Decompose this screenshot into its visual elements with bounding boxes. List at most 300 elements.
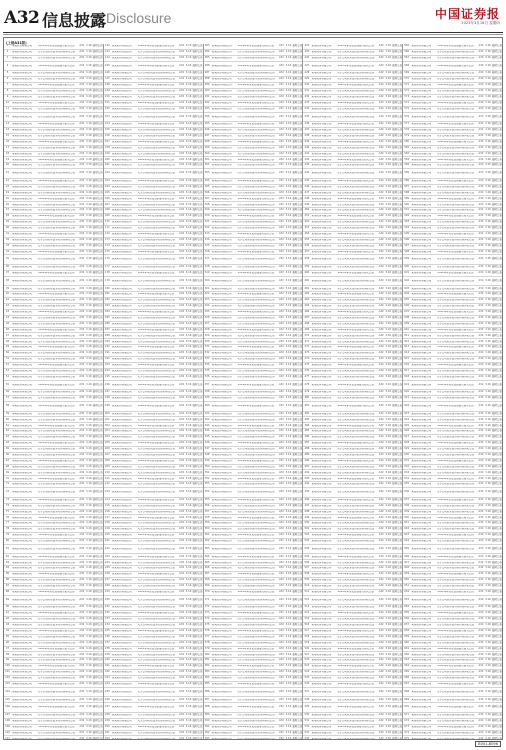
row-number: 144 bbox=[104, 55, 110, 59]
date: 3.16 bbox=[185, 214, 192, 218]
date: 3.16 bbox=[86, 208, 92, 212]
announcement-title: 关于公司股东部分股份质押的公告 bbox=[37, 107, 76, 110]
announcement-type: 临时公告 bbox=[392, 533, 403, 537]
announcement-type: 临时公告 bbox=[292, 77, 303, 81]
row-number: 52 bbox=[5, 363, 10, 367]
row-number: 318 bbox=[204, 265, 210, 269]
announcement-type: 临时公告 bbox=[392, 163, 403, 167]
date: 3.16 bbox=[385, 94, 391, 98]
announcement-title: 2022年年度报告摘要及相关公告 bbox=[237, 498, 275, 501]
announcement-type: 临时公告 bbox=[392, 128, 403, 132]
page-ref: A32 bbox=[179, 417, 185, 421]
date: 3.16 bbox=[86, 689, 92, 693]
company-name: 某某股份有限公司 bbox=[12, 491, 33, 494]
row-number: 640 bbox=[404, 515, 410, 519]
date: 3.16 bbox=[485, 597, 491, 601]
date: 3.16 bbox=[385, 390, 391, 394]
announcement-title: 关于公司股东部分股份质押的公告 bbox=[137, 266, 175, 269]
date: 3.16 bbox=[86, 560, 92, 564]
page-ref: A32 bbox=[179, 509, 185, 513]
page-ref: A32 bbox=[378, 315, 384, 319]
announcement-type: 临时公告 bbox=[491, 114, 502, 118]
page-ref: A32 bbox=[478, 423, 484, 427]
announcement-title: 2022年年度报告摘要及相关公告 bbox=[138, 328, 175, 331]
page-ref: A32 bbox=[378, 83, 384, 87]
date: 3.16 bbox=[485, 100, 491, 104]
company-name: 某某股份有限公司 bbox=[111, 215, 132, 218]
row-number: 352 bbox=[204, 476, 210, 480]
page-ref: A32 bbox=[378, 482, 384, 486]
announcement-type: 临时公告 bbox=[192, 712, 203, 716]
date: 3.16 bbox=[185, 71, 192, 75]
company-name: 某某股份有限公司 bbox=[211, 115, 232, 118]
page-ref: A32 bbox=[478, 89, 484, 93]
row-number: 380 bbox=[204, 652, 210, 656]
row-number: 18 bbox=[5, 151, 10, 155]
row-number: 433 bbox=[304, 100, 310, 104]
date: 3.16 bbox=[86, 128, 92, 132]
row-number: 187 bbox=[104, 327, 110, 331]
company-name: 某某股份有限公司 bbox=[12, 185, 33, 188]
announcement-type: 临时公告 bbox=[192, 50, 203, 54]
page-ref: A32 bbox=[79, 106, 85, 110]
announcement-title: 关于公司股东部分股份质押的公告 bbox=[436, 483, 475, 486]
page-ref: A32 bbox=[478, 730, 484, 734]
row-number: 521 bbox=[304, 652, 310, 656]
announcement-title: 2022年年度报告摘要及相关公告 bbox=[337, 64, 374, 67]
date: 3.16 bbox=[285, 497, 292, 501]
date: 3.16 bbox=[185, 83, 192, 87]
date: 3.16 bbox=[86, 490, 92, 494]
announcement-title: 关于公司股东部分股份质押的公告 bbox=[436, 287, 475, 290]
announcement-title: 关于公司股东部分股份质押的公告 bbox=[436, 135, 475, 138]
page-ref: A32 bbox=[378, 163, 384, 167]
page-ref: A32 bbox=[179, 589, 185, 593]
date: 3.16 bbox=[285, 278, 292, 282]
announcement-type: 临时公告 bbox=[491, 128, 502, 132]
company-name: 某某股份有限公司 bbox=[12, 510, 33, 513]
row-number: 385 bbox=[204, 682, 210, 686]
page-ref: A32 bbox=[378, 271, 384, 275]
page-ref: A32 bbox=[79, 310, 85, 314]
date: 3.16 bbox=[86, 658, 92, 662]
announcement-title: 2022年年度报告摘要及相关公告 bbox=[138, 272, 175, 275]
row-number: 424 bbox=[304, 44, 310, 48]
announcement-type: 临时公告 bbox=[292, 676, 303, 680]
announcement-type: 临时公告 bbox=[491, 390, 502, 394]
date: 3.16 bbox=[185, 476, 192, 480]
date: 3.16 bbox=[385, 310, 391, 314]
announcement-type: 临时公告 bbox=[192, 390, 203, 394]
company-name: 某某股份有限公司 bbox=[111, 146, 132, 149]
company-name: 某某股份有限公司 bbox=[411, 665, 432, 668]
row-number: 574 bbox=[404, 100, 410, 104]
company-name: 某某股份有限公司 bbox=[211, 635, 232, 638]
company-name: 某某股份有限公司 bbox=[211, 158, 232, 161]
page-ref: A32 bbox=[278, 368, 284, 372]
date: 3.16 bbox=[385, 640, 391, 644]
row-number: 248 bbox=[104, 712, 110, 716]
date: 3.16 bbox=[86, 286, 92, 290]
announcement-title: 关于公司股东部分股份质押的公告 bbox=[436, 221, 475, 224]
announcement-title: 关于公司股东部分股份质押的公告 bbox=[436, 397, 475, 400]
announcement-type: 临时公告 bbox=[92, 134, 103, 138]
date: 3.16 bbox=[485, 435, 491, 439]
announcement-type: 临时公告 bbox=[392, 566, 403, 570]
page-ref: A32 bbox=[79, 151, 85, 155]
page-ref: A32 bbox=[478, 497, 484, 501]
row-number: 344 bbox=[204, 429, 210, 433]
company-name: 某某股份有限公司 bbox=[411, 203, 432, 206]
announcement-title: 关于公司股东部分股份质押的公告 bbox=[37, 465, 76, 468]
page-ref: A32 bbox=[278, 423, 284, 427]
date: 3.16 bbox=[385, 265, 391, 269]
company-name: 某某股份有限公司 bbox=[211, 713, 232, 716]
date: 3.16 bbox=[285, 515, 292, 519]
row-number: 60 bbox=[5, 417, 10, 421]
date: 3.16 bbox=[385, 100, 391, 104]
date: 3.16 bbox=[485, 664, 491, 668]
announcement-type: 临时公告 bbox=[392, 243, 403, 247]
date: 3.16 bbox=[285, 363, 292, 367]
announcement-type: 临时公告 bbox=[392, 265, 403, 269]
page-ref: A32 bbox=[79, 578, 85, 582]
row-number: 532 bbox=[304, 724, 310, 728]
row-number: 226 bbox=[104, 572, 110, 576]
row-number: 664 bbox=[404, 664, 410, 668]
announcement-type: 临时公告 bbox=[292, 429, 303, 433]
page-ref: A32 bbox=[478, 533, 484, 537]
row-number: 622 bbox=[404, 403, 410, 407]
announcement-title: 关于公司股东部分股份质押的公告 bbox=[137, 483, 175, 486]
announcement-type: 临时公告 bbox=[92, 689, 103, 693]
announcement-title: 关于公司股东部分股份质押的公告 bbox=[37, 164, 76, 167]
announcement-type: 临时公告 bbox=[392, 539, 403, 543]
row-number: 304 bbox=[204, 178, 210, 182]
announcement-type: 临时公告 bbox=[192, 482, 203, 486]
announcement-title: 2022年年度报告摘要及相关公告 bbox=[337, 683, 374, 686]
date: 3.16 bbox=[185, 423, 192, 427]
row-number: 173 bbox=[104, 237, 110, 241]
row-number: 362 bbox=[204, 539, 210, 543]
announcement-title: 关于公司股东部分股份质押的公告 bbox=[436, 152, 475, 155]
page-ref: A32 bbox=[278, 178, 284, 182]
announcement-type: 临时公告 bbox=[392, 184, 403, 188]
date: 3.16 bbox=[385, 560, 391, 564]
date: 3.16 bbox=[185, 298, 192, 302]
company-name: 某某股份有限公司 bbox=[111, 293, 132, 296]
row-number: 206 bbox=[104, 447, 110, 451]
announcement-title: 关于公司股东部分股份质押的公告 bbox=[237, 90, 275, 93]
announcement-type: 临时公告 bbox=[491, 382, 502, 386]
company-name: 某某股份有限公司 bbox=[311, 244, 332, 247]
company-name: 某某股份有限公司 bbox=[211, 516, 232, 519]
row-number: 198 bbox=[104, 396, 110, 400]
company-name: 某某股份有限公司 bbox=[12, 227, 33, 230]
announcement-title: 2022年年度报告摘要及相关公告 bbox=[437, 383, 474, 386]
announcement-type: 临时公告 bbox=[292, 265, 303, 269]
announcement-title: 2022年年度报告摘要及相关公告 bbox=[237, 665, 275, 668]
page-ref: A32 bbox=[478, 368, 484, 372]
announcement-title: 关于公司股东部分股份质押的公告 bbox=[436, 51, 475, 54]
row-number: 307 bbox=[204, 196, 210, 200]
page-ref: A32 bbox=[478, 292, 484, 296]
announcement-title: 关于公司股东部分股份质押的公告 bbox=[337, 659, 375, 662]
announcement-type: 临时公告 bbox=[392, 676, 403, 680]
row-number: 56 bbox=[5, 390, 10, 394]
page-ref: A32 bbox=[278, 490, 284, 494]
announcement-type: 临时公告 bbox=[491, 231, 502, 235]
announcement-type: 临时公告 bbox=[192, 163, 203, 167]
company-name: 某某股份有限公司 bbox=[311, 146, 332, 149]
row-number: 315 bbox=[204, 243, 210, 247]
page-ref: A32 bbox=[478, 464, 484, 468]
date: 3.16 bbox=[385, 411, 391, 415]
date: 3.16 bbox=[385, 71, 391, 75]
announcement-type: 临时公告 bbox=[92, 315, 103, 319]
announcement-title: 关于公司股东部分股份质押的公告 bbox=[337, 567, 375, 570]
row-number: 295 bbox=[204, 122, 210, 126]
page-ref: A32 bbox=[478, 208, 484, 212]
announcement-title: 关于公司股东部分股份质押的公告 bbox=[436, 107, 475, 110]
row-number: 238 bbox=[104, 646, 110, 650]
announcement-type: 临时公告 bbox=[491, 423, 502, 427]
company-name: 某某股份有限公司 bbox=[111, 510, 132, 513]
date: 3.16 bbox=[285, 196, 292, 200]
row-number: 444 bbox=[304, 171, 310, 175]
company-name: 某某股份有限公司 bbox=[411, 671, 432, 674]
company-name: 某某股份有限公司 bbox=[411, 630, 432, 632]
row-number: 186 bbox=[104, 321, 110, 325]
row-number: 333 bbox=[204, 357, 210, 361]
announcement-title: 2022年年度报告摘要及相关公告 bbox=[337, 442, 374, 445]
announcement-title: 关于公司股东部分股份质押的公告 bbox=[137, 598, 175, 601]
announcement-type: 临时公告 bbox=[92, 646, 103, 650]
announcement-title: 2022年年度报告摘要及相关公告 bbox=[138, 404, 175, 407]
page-ref: A32 bbox=[179, 83, 185, 87]
announcement-type: 临时公告 bbox=[92, 458, 103, 462]
row-number: 62 bbox=[5, 429, 10, 433]
announcement-title: 关于公司股东部分股份质押的公告 bbox=[37, 299, 76, 302]
page-ref: A32 bbox=[378, 214, 384, 218]
announcement-title: 2022年年度报告摘要及相关公告 bbox=[337, 328, 374, 331]
date: 3.16 bbox=[385, 315, 391, 319]
announcement-title: 关于公司股东部分股份质押的公告 bbox=[37, 191, 76, 194]
announcement-type: 临时公告 bbox=[292, 202, 303, 206]
row-number: 83 bbox=[5, 560, 10, 564]
announcement-type: 临时公告 bbox=[192, 292, 203, 296]
announcement-type: 临时公告 bbox=[292, 55, 303, 59]
row-number: 619 bbox=[404, 382, 410, 386]
date: 3.16 bbox=[185, 243, 192, 247]
row-number: 612 bbox=[404, 339, 410, 343]
company-name: 某某股份有限公司 bbox=[311, 101, 332, 104]
date: 3.16 bbox=[86, 682, 92, 686]
page-ref: A32 bbox=[478, 546, 484, 550]
announcement-type: 临时公告 bbox=[292, 128, 303, 132]
announcement-title: 关于公司股东部分股份质押的公告 bbox=[436, 172, 475, 175]
page-ref: A32 bbox=[378, 310, 384, 314]
announcement-type: 临时公告 bbox=[192, 327, 203, 331]
row-number: 458 bbox=[304, 257, 310, 261]
announcement-type: 临时公告 bbox=[292, 533, 303, 537]
announcement-type: 临时公告 bbox=[292, 271, 303, 275]
announcement-type: 临时公告 bbox=[292, 490, 303, 494]
date: 3.16 bbox=[285, 114, 292, 118]
row-number: 197 bbox=[104, 390, 110, 394]
announcement-type: 临时公告 bbox=[92, 196, 103, 200]
announcement-type: 临时公告 bbox=[192, 441, 203, 445]
announcement-title: 关于公司股东部分股份质押的公告 bbox=[37, 56, 76, 59]
page-ref: A32 bbox=[378, 304, 384, 308]
date: 3.16 bbox=[485, 89, 491, 93]
row-number: 40 bbox=[5, 292, 10, 296]
page-ref: A32 bbox=[478, 566, 484, 570]
page-ref: A32 bbox=[79, 226, 85, 230]
announcement-type: 临时公告 bbox=[392, 145, 403, 149]
row-number: 331 bbox=[204, 345, 210, 349]
announcement-title: 2022年年度报告摘要及相关公告 bbox=[38, 101, 75, 104]
announcement-type: 临时公告 bbox=[491, 676, 502, 680]
announcement-title: 关于公司股东部分股份质押的公告 bbox=[237, 436, 275, 439]
row-number: 467 bbox=[304, 315, 310, 319]
row-number: 224 bbox=[104, 560, 110, 564]
row-number: 328 bbox=[204, 327, 210, 331]
date: 3.16 bbox=[185, 515, 192, 519]
row-number: 321 bbox=[204, 286, 210, 290]
announcement-title: 2022年年度报告摘要及相关公告 bbox=[337, 665, 374, 668]
row-number: 299 bbox=[204, 145, 210, 149]
announcement-title: 关于公司股东部分股份质押的公告 bbox=[137, 56, 175, 59]
announcement-type: 临时公告 bbox=[192, 611, 203, 615]
announcement-type: 临时公告 bbox=[491, 435, 502, 439]
announcement-title: 关于公司股东部分股份质押的公告 bbox=[137, 227, 175, 230]
company-name: 某某股份有限公司 bbox=[411, 322, 432, 325]
row-number: 391 bbox=[204, 724, 210, 728]
announcement-title: 关于公司股东部分股份质押的公告 bbox=[137, 203, 175, 206]
company-name: 某某股份有限公司 bbox=[12, 528, 33, 531]
page-ref: A32 bbox=[79, 368, 85, 372]
date: 3.16 bbox=[385, 249, 391, 253]
announcement-type: 临时公告 bbox=[392, 705, 403, 709]
date: 3.16 bbox=[385, 374, 391, 378]
announcement-type: 临时公告 bbox=[392, 310, 403, 314]
announcement-type: 临时公告 bbox=[292, 139, 303, 143]
row-number: 28 bbox=[5, 214, 10, 218]
row-number: 451 bbox=[304, 214, 310, 218]
page-ref: A32 bbox=[478, 257, 484, 261]
company-name: 某某股份有限公司 bbox=[12, 383, 33, 386]
announcement-type: 临时公告 bbox=[491, 447, 502, 451]
row-number: 367 bbox=[204, 572, 210, 576]
announcement-type: 临时公告 bbox=[392, 515, 403, 519]
row-number: 35 bbox=[5, 257, 10, 261]
company-name: 某某股份有限公司 bbox=[111, 346, 132, 349]
row-number: 77 bbox=[5, 521, 10, 525]
company-name: 某某股份有限公司 bbox=[12, 316, 33, 319]
page-ref: A32 bbox=[179, 220, 185, 224]
announcement-title: 2022年年度报告摘要及相关公告 bbox=[437, 665, 474, 668]
date: 3.16 bbox=[385, 646, 391, 650]
company-name: 某某股份有限公司 bbox=[311, 107, 332, 110]
announcement-type: 临时公告 bbox=[292, 214, 303, 218]
page-ref: A32 bbox=[79, 134, 85, 138]
announcement-type: 临时公告 bbox=[192, 122, 203, 126]
date: 3.16 bbox=[385, 497, 391, 501]
page-ref: A32 bbox=[378, 231, 384, 235]
page-ref: A32 bbox=[378, 589, 384, 593]
date: 3.16 bbox=[185, 464, 192, 468]
date: 3.16 bbox=[86, 151, 92, 155]
row-number: 342 bbox=[204, 417, 210, 421]
page-ref: A32 bbox=[79, 417, 85, 421]
page-ref: A32 bbox=[478, 243, 484, 247]
row-number: 386 bbox=[204, 689, 210, 693]
announcement-type: 临时公告 bbox=[491, 533, 502, 537]
row-number: 316 bbox=[204, 249, 210, 253]
row-number: 302 bbox=[204, 163, 210, 167]
company-name: 某某股份有限公司 bbox=[411, 534, 432, 537]
page-ref: A32 bbox=[378, 357, 384, 361]
company-name: 某某股份有限公司 bbox=[111, 78, 132, 81]
page-ref: A32 bbox=[378, 363, 384, 367]
announcement-title: 2022年年度报告摘要及相关公告 bbox=[237, 346, 275, 349]
announcement-title: 关于公司股东部分股份质押的公告 bbox=[237, 244, 275, 247]
company-name: 某某股份有限公司 bbox=[211, 203, 232, 206]
announcement-title: 2022年年度报告摘要及相关公告 bbox=[237, 101, 275, 104]
company-name: 某某股份有限公司 bbox=[311, 534, 332, 537]
announcement-title: 关于公司股东部分股份质押的公告 bbox=[137, 504, 175, 507]
announcement-title: 关于公司股东部分股份质押的公告 bbox=[337, 209, 375, 212]
row-number: 59 bbox=[5, 411, 10, 415]
row-number: 39 bbox=[5, 286, 10, 290]
announcement-type: 临时公告 bbox=[392, 617, 403, 621]
date: 3.16 bbox=[485, 310, 491, 314]
date: 3.16 bbox=[86, 190, 92, 194]
company-name: 某某股份有限公司 bbox=[211, 191, 232, 194]
announcement-title: 关于公司股东部分股份质押的公告 bbox=[237, 653, 275, 656]
row-number: 27 bbox=[5, 208, 10, 212]
page-ref: A32 bbox=[79, 214, 85, 218]
date: 3.16 bbox=[285, 390, 292, 394]
announcement-type: 临时公告 bbox=[292, 652, 303, 656]
table-row bbox=[403, 169, 502, 179]
company-name: 某某股份有限公司 bbox=[111, 647, 132, 650]
company-name: 某某股份有限公司 bbox=[111, 713, 132, 716]
page-ref: A32 bbox=[179, 190, 185, 194]
announcement-title: 2022年年度报告摘要及相关公告 bbox=[237, 534, 275, 537]
row-number: 8 bbox=[6, 89, 9, 93]
announcement-type: 临时公告 bbox=[192, 646, 203, 650]
company-name: 某某股份有限公司 bbox=[411, 369, 432, 372]
row-number: 343 bbox=[204, 423, 210, 427]
date: 3.16 bbox=[285, 554, 292, 558]
page-ref: A32 bbox=[378, 145, 384, 149]
company-name: 某某股份有限公司 bbox=[211, 555, 232, 558]
row-number: 37 bbox=[5, 271, 10, 275]
announcement-title: 关于公司股东部分股份质押的公告 bbox=[237, 95, 275, 98]
announcement-title: 关于公司股东部分股份质押的公告 bbox=[137, 585, 175, 588]
row-number: 630 bbox=[404, 452, 410, 456]
page-ref: A32 bbox=[378, 658, 384, 662]
announcement-type: 临时公告 bbox=[92, 584, 103, 588]
date: 3.16 bbox=[285, 429, 292, 433]
announcement-type: 临时公告 bbox=[392, 237, 403, 241]
page-ref: A32 bbox=[378, 196, 384, 200]
announcement-type: 临时公告 bbox=[192, 249, 203, 253]
company-name: 某某股份有限公司 bbox=[411, 311, 432, 314]
page-ref: A32 bbox=[378, 470, 384, 474]
